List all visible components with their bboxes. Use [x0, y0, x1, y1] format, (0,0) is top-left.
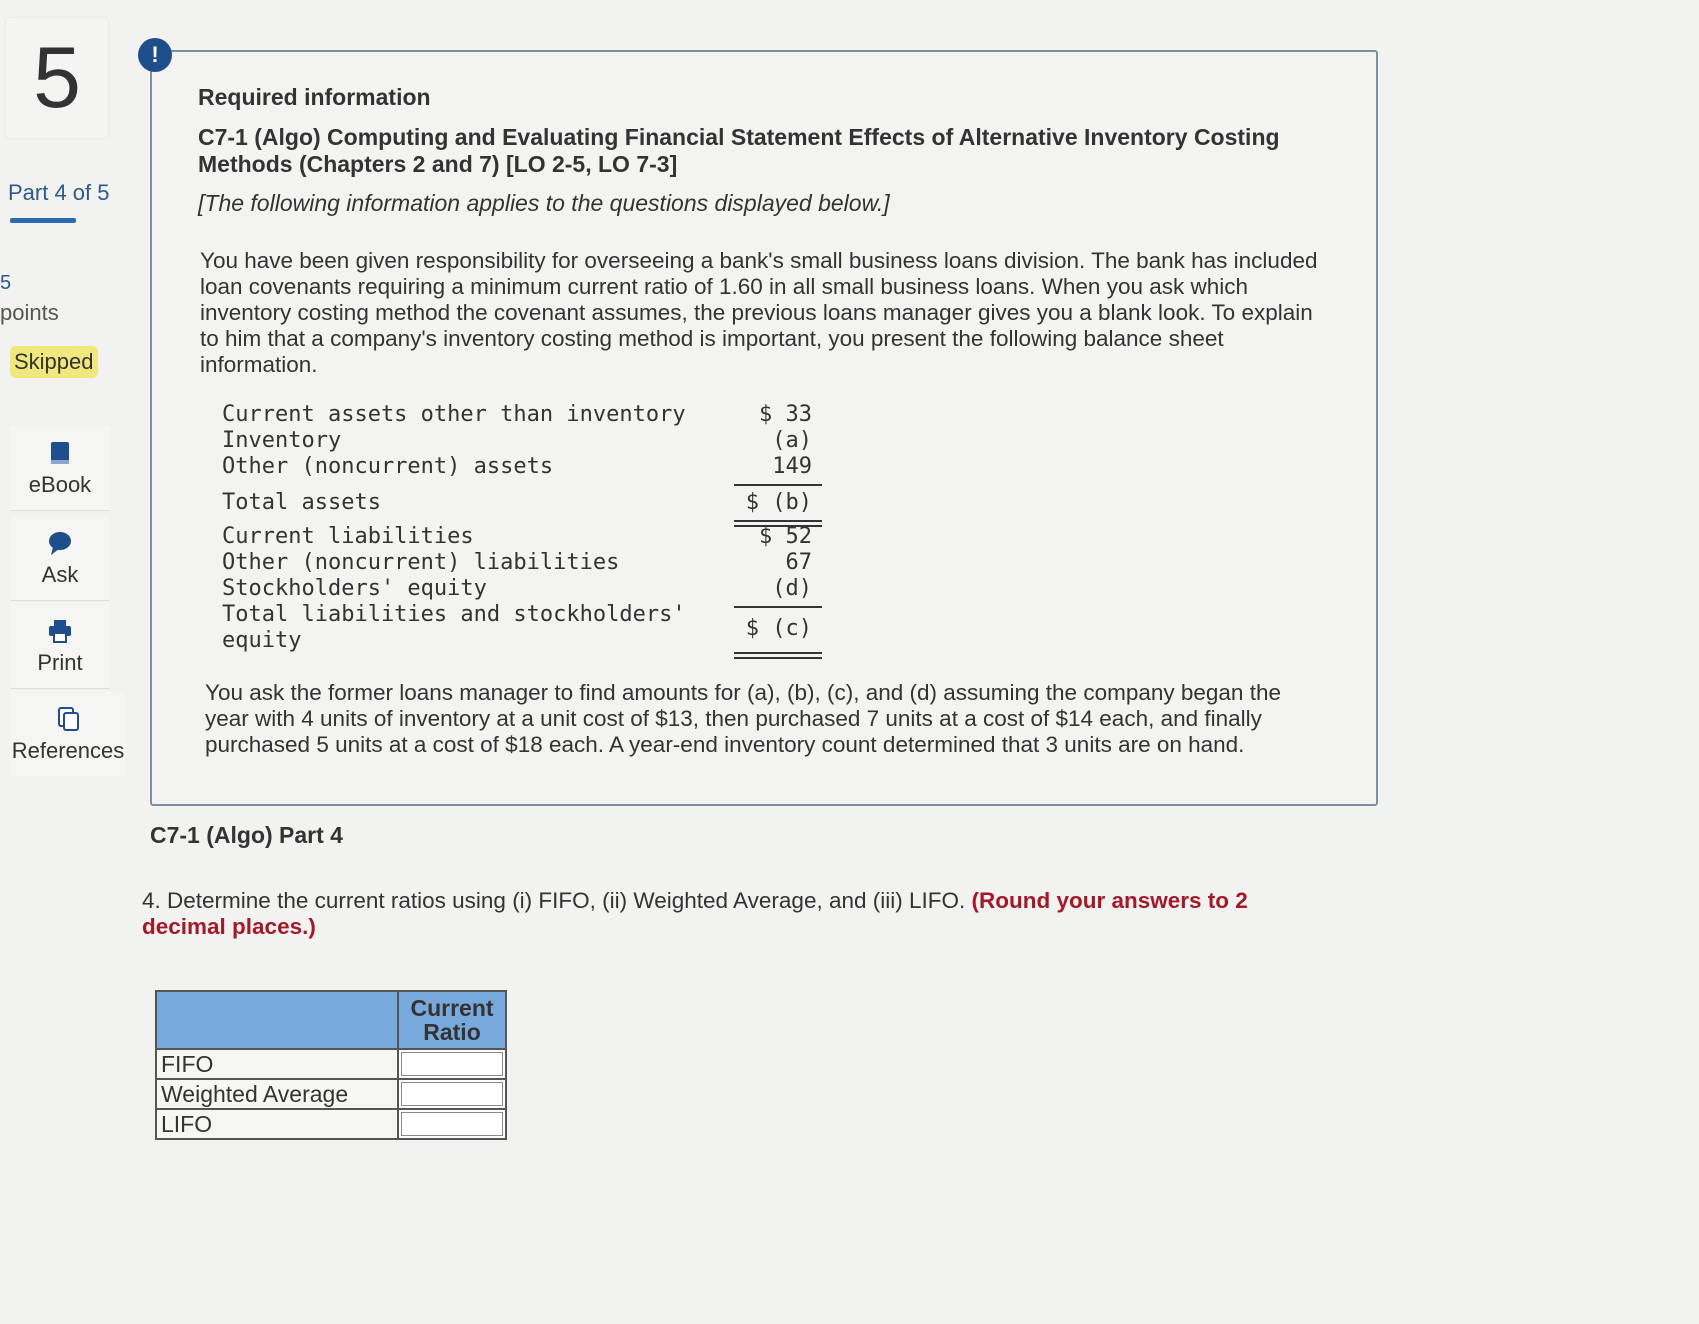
rounding-instruction: (Round your answers to 2 decimal places.) [142, 888, 1248, 939]
total-double-rule [734, 520, 822, 522]
row-label-lifo: LIFO [156, 1109, 398, 1139]
points-value: 5 [0, 272, 12, 294]
bs-amount: (a) [772, 428, 812, 453]
total-double-rule [734, 657, 822, 659]
total-double-rule [734, 652, 822, 654]
current-ratio-header [398, 991, 506, 1049]
table-row [156, 1079, 506, 1109]
ask-button[interactable] [10, 516, 110, 601]
status-badge: Skipped [10, 346, 98, 378]
bs-label: equity [222, 628, 302, 653]
bs-label: Current assets other than inventory [222, 402, 686, 427]
chat-bubble-icon [47, 530, 73, 556]
ebook-button[interactable] [10, 426, 110, 511]
table-row [156, 1049, 506, 1079]
row-label-weighted-average: Weighted Average [156, 1079, 398, 1109]
ask-label: Ask [41, 562, 79, 587]
bs-amount: 67 [785, 550, 812, 575]
scenario-paragraph: You have been given responsibility for overseeing a bank's small business loans division. The bank has included loan covenants requiring a minimum current ratio of 1.60 in all small business loans. When you ask which inventory costing method the covenant assumes, the previous loans manager gives you a blank look. To explain to him that a company's inventory costing method is important, you present the following balance sheet information. [200, 248, 1318, 377]
current-ratio-table [155, 990, 507, 1140]
problem-title: C7-1 (Algo) Computing and Evaluating Financial Statement Effects of Alternative Inventory Costing Methods (Chapters 2 and 7) [LO 2-5, LO 7-3] [198, 124, 1280, 177]
header-line: Ratio [423, 1019, 481, 1045]
bs-amount: $ 33 [759, 402, 812, 427]
bs-amount: 149 [772, 454, 812, 479]
references-label: References [11, 738, 125, 763]
references-button[interactable] [10, 692, 126, 776]
part-heading: C7-1 (Algo) Part 4 [150, 822, 343, 848]
printer-icon [47, 618, 73, 644]
question-text [142, 888, 1332, 940]
input-box[interactable] [401, 1082, 503, 1106]
print-label: Print [37, 650, 83, 675]
subtotal-rule [734, 606, 822, 608]
bs-amount: $ (c) [745, 616, 812, 641]
lifo-ratio-input[interactable] [398, 1109, 506, 1139]
table-row [156, 1109, 506, 1139]
assumptions-paragraph: You ask the former loans manager to find amounts for (a), (b), (c), and (d) assuming the company began the year with 4 units of inventory at a unit cost of $13, then purchased 7 units at a cost of $14 each, and finally purchased 5 units at a cost of $18 each. A year-end inventory count determined that 3 units are on hand. [205, 680, 1281, 757]
bs-label: Total liabilities and stockholders' [222, 602, 686, 627]
applies-note: [The following information applies to the questions displayed below.] [198, 190, 890, 216]
required-info-heading: Required information [198, 84, 431, 110]
bs-label: Current liabilities [222, 524, 474, 549]
fifo-ratio-input[interactable] [398, 1049, 506, 1079]
bs-label: Stockholders' equity [222, 576, 487, 601]
input-box[interactable] [401, 1052, 503, 1076]
part-progress-bar [10, 218, 76, 223]
ebook-label: eBook [28, 472, 92, 497]
question-number-label: 4. [142, 888, 161, 913]
bs-amount: $ 52 [759, 524, 812, 549]
weighted-average-ratio-input[interactable] [398, 1079, 506, 1109]
bs-label: Other (noncurrent) liabilities [222, 550, 620, 575]
book-icon [47, 440, 73, 466]
subtotal-rule [734, 484, 822, 486]
print-button[interactable] [10, 604, 110, 689]
question-sidebar [0, 0, 160, 1324]
bs-amount: (d) [772, 576, 812, 601]
bs-amount: $ (b) [745, 490, 812, 515]
question-prompt: Determine the current ratios using (i) FIFO, (ii) Weighted Average, and (iii) LIFO. [167, 888, 966, 913]
alert-icon: ! [138, 38, 172, 72]
points-label: points [0, 300, 59, 325]
bs-label: Other (noncurrent) assets [222, 454, 554, 479]
bs-label: Inventory [222, 428, 342, 453]
bs-label: Total assets [222, 490, 381, 515]
table-corner-header [156, 991, 398, 1049]
header-line: Current [410, 995, 494, 1021]
part-progress-label: Part 4 of 5 [8, 180, 110, 205]
question-number[interactable]: 5 [6, 18, 108, 138]
document-icon [55, 706, 81, 732]
input-box[interactable] [401, 1112, 503, 1136]
row-label-fifo: FIFO [156, 1049, 398, 1079]
